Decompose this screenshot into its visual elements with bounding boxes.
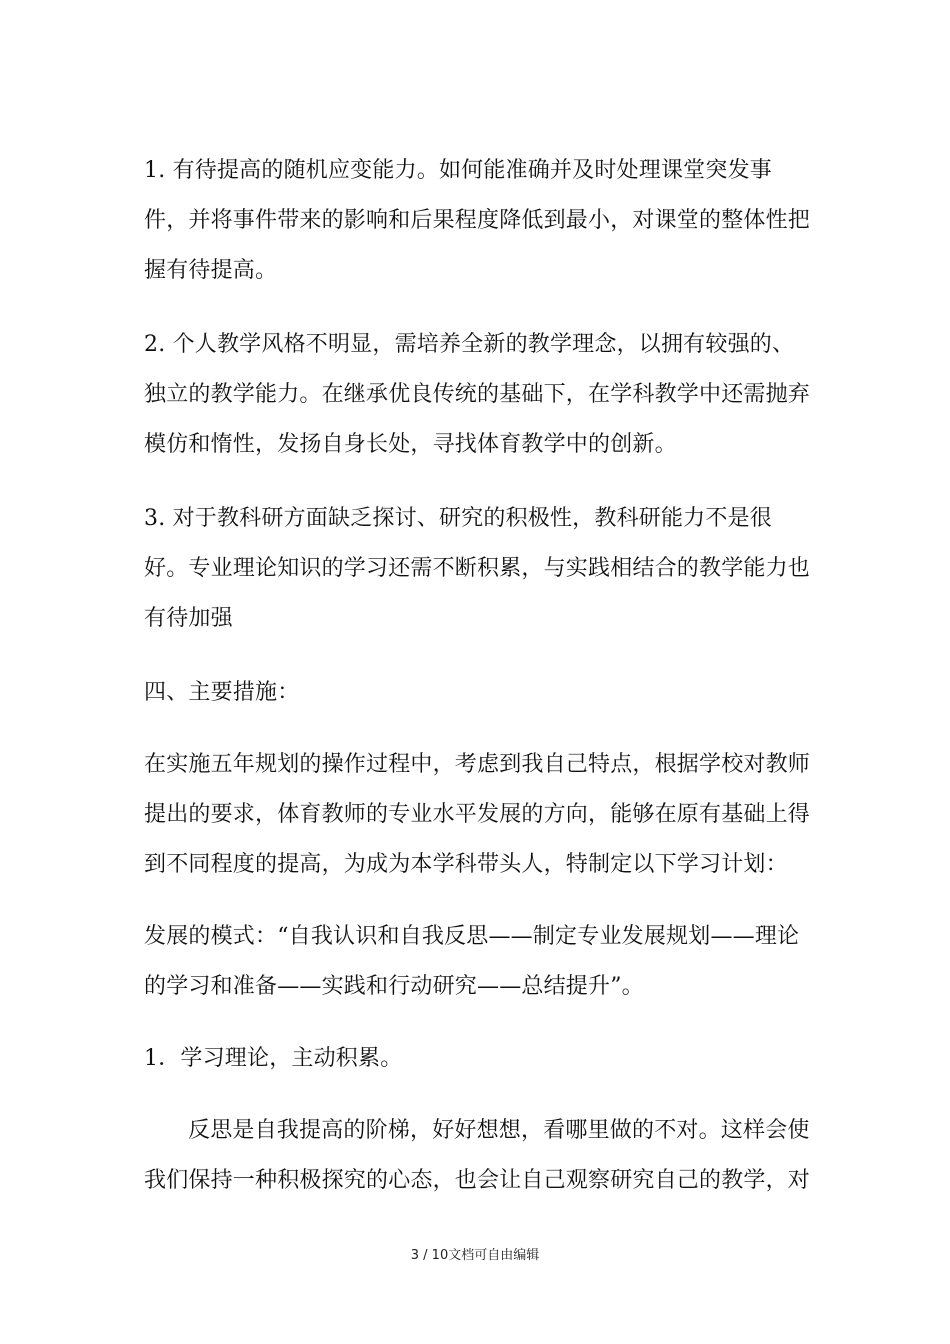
paragraph-teaching-style: 2. 个人教学风格不明显，需培养全新的教学理念，以拥有较强的、独立的教学能力。在继承优良传统的基础下，在学科教学中还需抛弃模仿和惰性，发扬自身长处，寻找体育教学中的创新。	[144, 332, 811, 457]
paragraph-improve-adaptability: 1. 有待提高的随机应变能力。如何能准确并及时处理课堂突发事件，并将事件带来的影响和后果程度降低到最小，对课堂的整体性把握有待提高。	[144, 158, 811, 283]
document-body	[144, 146, 812, 1206]
paragraph-development-model: 发展的模式：“自我认识和自我反思——制定专业发展规划——理论的学习和准备——实践和行动研究——总结提升”。	[144, 924, 800, 999]
subheading-study-theory: 1．学习理论，主动积累。	[144, 1046, 403, 1071]
paragraph-reflection: 反思是自我提高的阶梯，好好想想，看哪里做的不对。这样会使我们保持一种积极探究的心态，也会让自己观察研究自己的教学，对	[144, 1118, 811, 1193]
paragraph-research-ability: 3. 对于教科研方面缺乏探讨、研究的积极性，教科研能力不是很好。专业理论知识的学习还需不断积累，与实践相结合的教学能力也有待加强	[144, 506, 811, 631]
paragraph-implementation-plan: 在实施五年规划的操作过程中，考虑到我自己特点，根据学校对教师提出的要求，体育教师的专业水平发展的方向，能够在原有基础上得到不同程度的提高，为成为本学科带头人，特制定以下学习计划：	[144, 752, 811, 877]
section-heading-main-measures: 四、主要措施：	[144, 680, 300, 705]
page-footer: 3 / 10文档可自由编辑	[410, 1248, 540, 1263]
